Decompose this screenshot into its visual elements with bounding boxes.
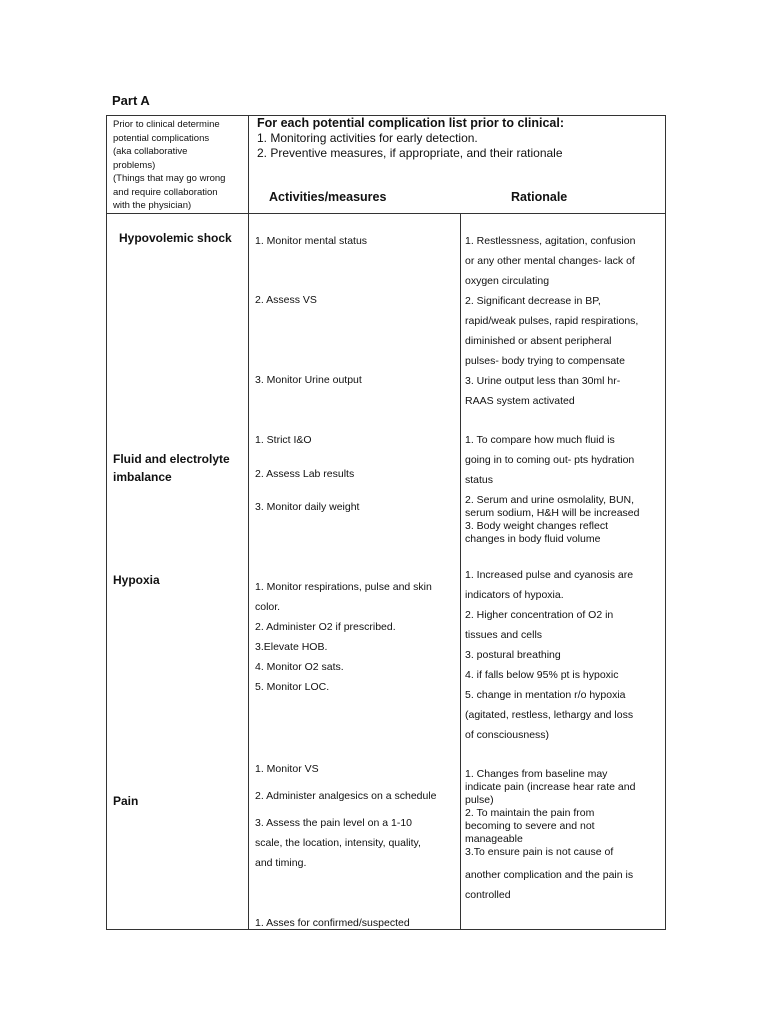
rationale-line: indicators of hypoxia. — [465, 589, 564, 601]
activity-line: 5. Monitor LOC. — [255, 681, 330, 693]
rationale-line: 3. Body weight changes reflect — [465, 520, 609, 532]
activity-item: 3. Monitor Urine output — [255, 374, 362, 386]
column-divider-2 — [460, 213, 461, 929]
activity-line: 3.Elevate HOB. — [255, 641, 328, 653]
rationale-column-header: Rationale — [511, 190, 568, 204]
activity-line: 3. Assess the pain level on a 1-10 — [255, 817, 413, 829]
header-left-line: and require collaboration — [113, 186, 218, 198]
activity-block — [255, 813, 460, 873]
complication-title-line: imbalance — [113, 470, 172, 484]
rationale-line: status — [465, 474, 494, 486]
header-divider — [107, 213, 665, 214]
rationale-line: rapid/weak pulses, rapid respirations, — [465, 315, 639, 327]
activity-line: 2. Administer O2 if prescribed. — [255, 621, 396, 633]
column-divider-1 — [248, 116, 249, 929]
instruction-heading: For each potential complication list prior to clinical: — [257, 116, 564, 130]
rationale-block — [465, 430, 665, 490]
part-title: Part A — [112, 93, 150, 108]
complication-pain: Pain — [113, 794, 139, 808]
rationale-line: another complication and the pain is — [465, 869, 634, 881]
activity-item: 1. Monitor VS — [255, 763, 319, 775]
rationale-line: pulses- body trying to compensate — [465, 355, 625, 367]
rationale-block — [465, 494, 665, 546]
rationale-line: or any other mental changes- lack of — [465, 255, 635, 267]
rationale-line: 2. To maintain the pain from — [465, 807, 595, 819]
activity-item: 3. Monitor daily weight — [255, 501, 360, 513]
activity-line: and timing. — [255, 857, 307, 869]
header-left-line: (aka collaborative — [113, 146, 188, 157]
rationale-line: 1. To compare how much fluid is — [465, 434, 615, 446]
rationale-line: oxygen circulating — [465, 275, 550, 287]
activity-item: 1. Strict I&O — [255, 434, 312, 446]
rationale-line: changes in body fluid volume — [465, 533, 601, 545]
header-instructions — [257, 116, 564, 161]
complication-hypoxia: Hypoxia — [113, 573, 160, 587]
rationale-line: 2. Significant decrease in BP, — [465, 295, 601, 307]
rationale-line: pulse) — [465, 794, 494, 806]
rationale-line: tissues and cells — [465, 629, 543, 641]
rationale-line: (agitated, restless, lethargy and loss — [465, 709, 634, 721]
rationale-line: indicate pain (increase hear rate and — [465, 781, 636, 793]
header-left-line: problems) — [113, 159, 156, 171]
rationale-line: 4. if falls below 95% pt is hypoxic — [465, 669, 619, 681]
rationale-block — [465, 865, 665, 905]
rationale-line: 3. postural breathing — [465, 649, 561, 661]
complication-hypovolemic-shock: Hypovolemic shock — [119, 231, 232, 245]
rationale-line: 2. Higher concentration of O2 in — [465, 609, 614, 621]
rationale-line: 1. Restlessness, agitation, confusion — [465, 235, 636, 247]
rationale-line: serum sodium, H&H will be increased — [465, 507, 640, 519]
rationale-line: 2. Serum and urine osmolality, BUN, — [465, 494, 635, 506]
rationale-line: 1. Increased pulse and cyanosis are — [465, 569, 634, 581]
activity-item: 2. Assess Lab results — [255, 468, 355, 480]
rationale-line: controlled — [465, 889, 511, 901]
activity-line: color. — [255, 601, 281, 613]
activity-block — [255, 577, 460, 697]
rationale-line: manageable — [465, 833, 523, 845]
activity-line: scale, the location, intensity, quality, — [255, 837, 421, 849]
activity-item: 2. Assess VS — [255, 294, 317, 306]
header-left-line: potential complications — [113, 132, 210, 144]
complication-title-line: Fluid and electrolyte — [113, 452, 230, 466]
rationale-line: of consciousness) — [465, 729, 550, 741]
activity-item: 1. Monitor mental status — [255, 235, 368, 247]
rationale-line: RAAS system activated — [465, 395, 575, 407]
rationale-line: going in to coming out- pts hydration — [465, 454, 635, 466]
rationale-block — [465, 231, 665, 411]
header-left-line: with the physician) — [113, 200, 192, 211]
rationale-line: diminished or absent peripheral — [465, 335, 612, 347]
instruction-item: 2. Preventive measures, if appropriate, and their rationale — [257, 146, 563, 160]
rationale-line: 5. change in mentation r/o hypoxia — [465, 689, 626, 701]
complication-fluid-electrolyte — [113, 450, 230, 486]
care-plan-table — [106, 115, 666, 930]
activity-line: 4. Monitor O2 sats. — [255, 661, 344, 673]
activity-line: 1. Monitor respirations, pulse and skin — [255, 581, 432, 593]
rationale-block — [465, 565, 665, 745]
rationale-line: becoming to severe and not — [465, 820, 595, 832]
activity-item: 1. Asses for confirmed/suspected — [255, 917, 410, 929]
rationale-line: 3.To ensure pain is not cause of — [465, 846, 614, 858]
header-left-cell — [113, 118, 245, 213]
rationale-block — [465, 768, 665, 859]
header-left-line: Prior to clinical determine — [113, 119, 220, 130]
header-left-line: (Things that may go wrong — [113, 173, 226, 184]
rationale-line: 1. Changes from baseline may — [465, 768, 608, 780]
rationale-line: 3. Urine output less than 30ml hr- — [465, 375, 621, 387]
activities-column-header: Activities/measures — [269, 190, 387, 204]
activity-item: 2. Administer analgesics on a schedule — [255, 790, 437, 802]
instruction-item: 1. Monitoring activities for early detection. — [257, 131, 478, 145]
